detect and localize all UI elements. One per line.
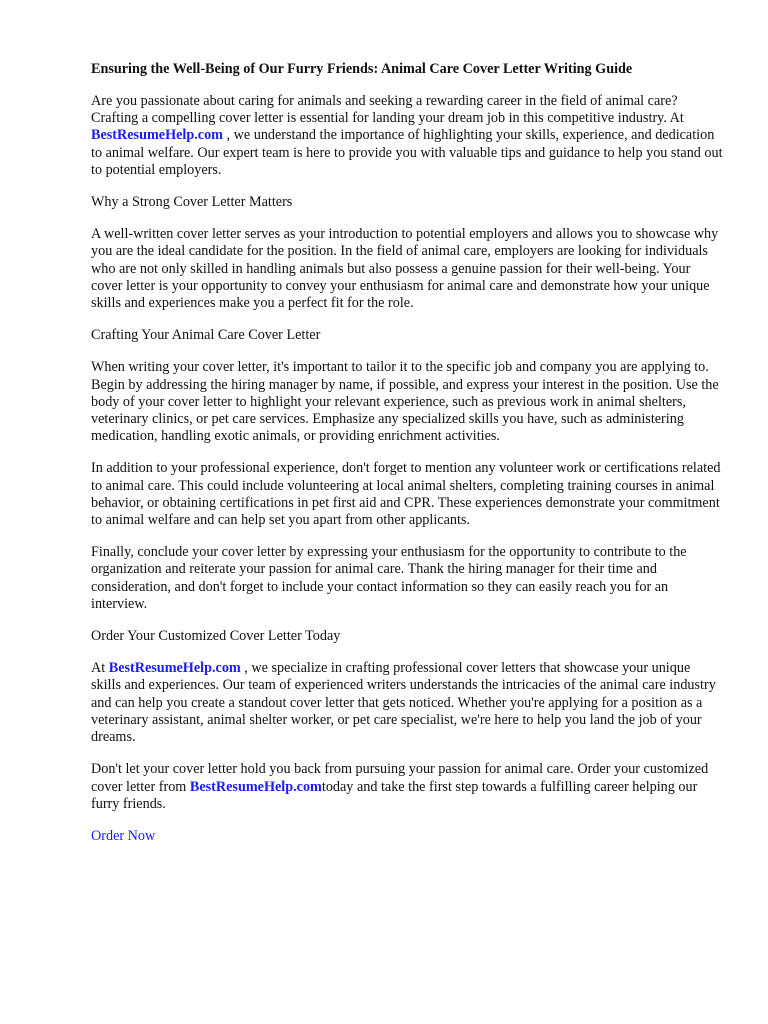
section-why-paragraph: A well-written cover letter serves as your introduction to potential employers and allows you to showcase why you are the ideal candidate for the position. In the field of animal care, employers are looking for individuals who are not only skilled in handling animals but also possess a genuine passion for their well-being. Your cover letter is your opportunity to convey your enthusiasm for animal care and demonstrate how your unique skills and experiences make you a perfect fit for the role.	[91, 226, 719, 312]
brand-link[interactable]: BestResumeHelp.com	[189, 778, 322, 795]
intro-text-before: Are you passionate about caring for animals and seeking a rewarding career in the field of animal care? Crafting a compelling cover letter is essential for landing your dream job in this competitive industry. At	[91, 93, 684, 127]
brand-link[interactable]: BestResumeHelp.com	[108, 660, 241, 677]
section-order-paragraph-1	[91, 660, 723, 746]
section-heading-why: Why a Strong Cover Letter Matters	[91, 194, 293, 211]
brand-link[interactable]: BestResumeHelp.com	[91, 127, 223, 144]
order-p2-before: Don't let your cover letter hold you back from pursuing your passion for animal care. Order your customized cover letter from	[91, 761, 709, 795]
section-crafting-paragraph-1: When writing your cover letter, it's important to tailor it to the specific job and company you are applying to. Begin by addressing the hiring manager by name, if possible, and express your interest in the position. Use the body of your cover letter to highlight your relevant experience, such as previous work in animal shelters, veterinary clinics, or pet care services. Emphasize any specialized skills you have, such as administering medication, handling exotic animals, or providing enrichment activities.	[91, 359, 719, 445]
section-heading-crafting: Crafting Your Animal Care Cover Letter	[91, 327, 321, 344]
document-page	[91, 60, 723, 860]
document-title: Ensuring the Well-Being of Our Furry Friends: Animal Care Cover Letter Writing Guide	[91, 61, 633, 77]
section-heading-order: Order Your Customized Cover Letter Today	[91, 628, 341, 645]
order-now-paragraph	[91, 828, 723, 845]
order-p1-after: , we specialize in crafting professional cover letters that showcase your unique skills and experiences. Our team of experienced writers understands the intricacies of the animal care industry and can help you create a standout cover letter that gets noticed. Whether you're applying for a position as a veterinary assistant, animal shelter worker, or pet care specialist, we're here to help you land the job of your dreams.	[91, 660, 716, 746]
intro-paragraph	[91, 93, 723, 179]
section-crafting-paragraph-3: Finally, conclude your cover letter by expressing your enthusiasm for the opportunity to contribute to the organization and reiterate your passion for animal care. Thank the hiring manager for their time and consideration, and don't forget to include your contact information so they can easily reach you for an interview.	[91, 544, 687, 612]
order-p1-before: At	[91, 660, 109, 677]
section-order-paragraph-2	[91, 761, 723, 813]
order-now-link[interactable]: Order Now	[91, 827, 156, 844]
intro-text-after: , we understand the importance of highlighting your skills, experience, and dedication to animal welfare. Our expert team is here to provide you with valuable tips and guidance to help you stand out to potential employers.	[91, 127, 723, 178]
section-crafting-paragraph-2: In addition to your professional experience, don't forget to mention any volunteer work or certifications related to animal care. This could include volunteering at local animal shelters, completing training courses in animal behavior, or obtaining certifications in pet first aid and CPR. These experiences demonstrate your commitment to animal welfare and can help set you apart from other applicants.	[91, 460, 721, 529]
order-p2-after: today and take the first step towards a fulfilling career helping our furry friends.	[91, 778, 698, 812]
